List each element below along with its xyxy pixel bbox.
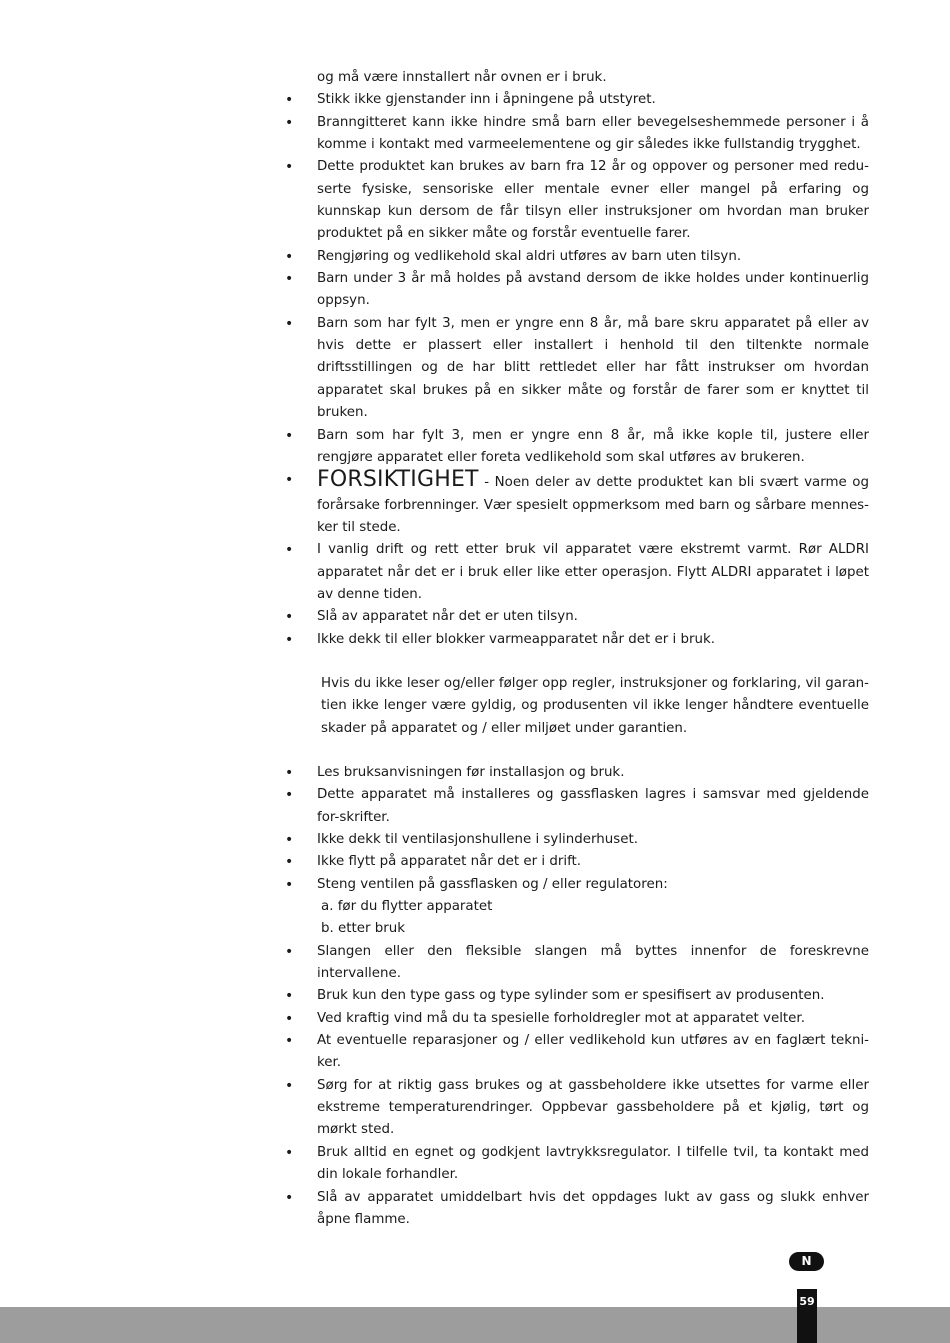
list-item: • Bruk kun den type gass og type sylinder som er spesifisert av produsenten. [285,985,869,1007]
list-item: • Barn som har fylt 3, men er yngre enn 8 år, må ikke kople til, justere eller rengjøre apparatet eller foreta vedlikehold som skal utføres av brukeren. [285,425,869,470]
list-item: • Steng ventilen på gassflasken og / eller regulatoren: [285,874,869,896]
list-item: • Slå av apparatet umiddelbart hvis det oppdages lukt av gass og slukk enhver åpne flamme. [285,1187,869,1232]
sub-list-item: a. før du flytter apparatet [321,899,493,915]
caution-heading: FORSIKTIGHET [317,467,479,493]
page-number: 59 [797,1289,817,1343]
list-item: • Dette apparatet må installeres og gassflasken lagres i samsvar med gjeldende for-skrifter. [285,784,869,829]
list-item: • Les bruksanvisningen før installasjon og bruk. [285,762,869,784]
sub-list-item: b. etter bruk [321,921,405,937]
list-item: og må være innstallert når ovnen er i bruk. [317,70,607,85]
list-item: • At eventuelle reparasjoner og / eller vedlikehold kun utføres av en faglært tekni-ker. [285,1030,869,1075]
list-item: • Slangen eller den fleksible slangen må byttes innenfor de foreskrevne intervallene. [285,941,869,986]
list-item: • Ikke dekk til eller blokker varmeapparatet når det er i bruk. [285,629,869,651]
list-item: • Branngitteret kann ikke hindre små barn eller bevegelseshemmede personer i å komme i kontakt med varmeelementene og gir således ikke fullstandig trygghet. [285,112,869,157]
list-item: • Ikke dekk til ventilasjonshullene i sylinderhuset. [285,829,869,851]
list-item: • Bruk alltid en egnet og godkjent lavtrykksregulator. I tilfelle tvil, ta kontakt med din lokale forhandler. [285,1142,869,1187]
list-item: • Slå av apparatet når det er uten tilsyn. [285,606,869,628]
list-item: • I vanlig drift og rett etter bruk vil apparatet være ekstremt varmt. Rør ALDRI apparatet når det er i bruk eller like etter operasjon. Flytt ALDRI apparatet i løpet av denne tiden. [285,539,869,606]
list-item: • Barn under 3 år må holdes på avstand dersom de ikke holdes under kontinuerlig oppsyn. [285,268,869,313]
caution-item [285,469,869,539]
list-item: • Ikke flytt på apparatet når det er i drift. [285,851,869,873]
safety-list-children [285,67,869,651]
list-item: • Sørg for at riktig gass brukes og at gassbeholdere ikke utsettes for varme eller ekstreme temperaturendringer. Oppbevar gassbeholdere på et kjølig, tørt og mørkt sted. [285,1075,869,1142]
list-item: • Ved kraftig vind må du ta spesielle forholdregler mot at apparatet velter. [285,1008,869,1030]
list-item: • Barn som har fylt 3, men er yngre enn 8 år, må bare skru apparatet på eller av hvis dette er plassert eller installert i henhold til den tiltenkte normale driftsstillingen og de har blitt rettledet eller har fått instrukser om hvordan apparatet skal brukes på en sikker måte og forstår de farer som er knyttet til bruken. [285,313,869,425]
safety-list-gas [285,762,869,1231]
list-item: • Dette produktet kan brukes av barn fra 12 år og oppover og personer med redu-serte fysiske, sensoriske eller mentale evner eller mangel på erfaring og kunnskap kun dersom de får tilsyn eller instruksjoner om hvordan man bruker produktet på en sikker måte og forstår eventuelle farer. [285,156,869,245]
page-content [285,67,869,1231]
warranty-notice: Hvis du ikke leser og/eller følger opp regler, instruksjoner og forklaring, vil garan-tien ikke lenger være gyldig, og produsenten vil ikke lenger håndtere eventuelle skader på apparatet og / eller miljøet under garantien. [321,675,869,736]
language-badge: N [789,1252,824,1271]
list-item: • Rengjøring og vedlikehold skal aldri utføres av barn uten tilsyn. [285,246,869,268]
caution-text: - Noen deler av dette produktet kan bli svært varme og forårsake forbrenninger. Vær spesielt oppmerksom med barn og sårbare mennes-ker til stede. [317,475,869,535]
list-item: • Stikk ikke gjenstander inn i åpningene på utstyret. [285,89,869,111]
